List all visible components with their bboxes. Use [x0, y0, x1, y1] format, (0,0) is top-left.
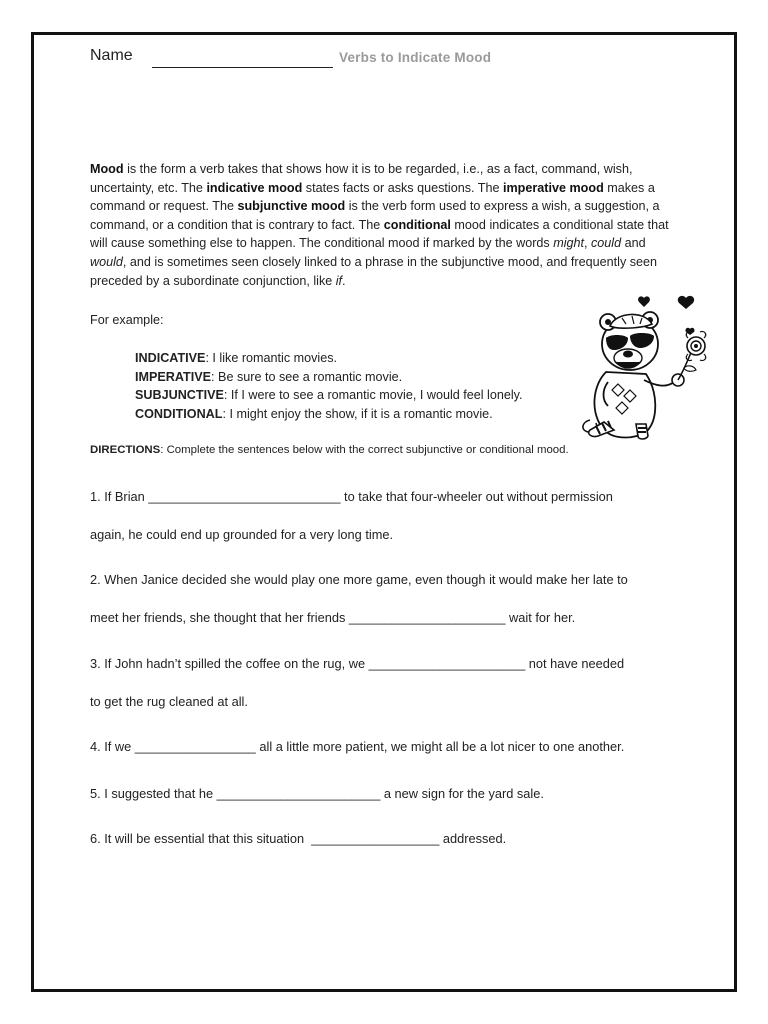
directions-text: : Complete the sentences below with the correct subjunctive or conditional mood. — [160, 444, 569, 456]
intro-text: . — [342, 273, 346, 288]
intro-text: mood indicates a conditional state that will cause something else to happen. The conditional mood if marked by the words — [90, 217, 669, 251]
intro-text: , and is sometimes seen closely linked to a phrase in the subjunctive mood, and frequently seen preceded by a subordinate conjunction, like — [90, 254, 658, 288]
question-2-line-1: 2. When Janice decided she would play one more game, even though it would make her late to — [90, 572, 628, 587]
word-might: might — [553, 236, 584, 251]
term-conditional: conditional — [383, 217, 451, 232]
term-indicative: indicative mood — [206, 180, 303, 195]
for-example-label: For example: — [90, 313, 164, 327]
directions — [90, 444, 569, 456]
worksheet-title: Verbs to Indicate Mood — [339, 50, 492, 65]
question-2-line-2: meet her friends, she thought that her friends ______________________ wait for her. — [90, 610, 576, 625]
example-label: SUBJUNCTIVE — [135, 388, 224, 403]
question-5: 5. I suggested that he _______________________ a new sign for the yard sale. — [90, 786, 544, 801]
heart-icon — [638, 296, 650, 307]
bear-with-flower-illustration — [578, 292, 730, 442]
question-3-line-1: 3. If John hadn’t spilled the coffee on the rug, we ______________________ not have needed — [90, 656, 625, 671]
term-mood: Mood — [90, 162, 124, 176]
example-text: : Be sure to see a romantic movie. — [211, 369, 403, 384]
example-text: : I like romantic movies. — [205, 351, 338, 365]
intro-paragraph — [90, 160, 675, 290]
question-6: 6. It will be essential that this situation __________________ addressed. — [90, 831, 507, 846]
example-label: IMPERATIVE — [135, 369, 212, 384]
name-label: Name — [90, 47, 133, 64]
intro-text: , — [584, 236, 591, 251]
directions-label: DIRECTIONS — [90, 444, 161, 456]
term-subjunctive: subjunctive mood — [237, 199, 346, 214]
intro-text: is the form a verb takes that shows how it is to be regarded, i.e., as a fact, command, wish, uncertainty, etc. The — [90, 162, 633, 195]
name-blank-line — [152, 67, 333, 68]
example-text: : I might enjoy the show, if it is a romantic movie. — [222, 406, 493, 421]
term-imperative: imperative mood — [502, 180, 604, 195]
question-4: 4. If we _________________ all a little more patient, we might all be a lot nicer to one another. — [90, 739, 625, 754]
example-text: : If I were to see a romantic movie, I would feel lonely. — [223, 388, 523, 403]
intro-text: and — [621, 236, 646, 251]
intro-text: makes a command or request. The — [90, 180, 655, 214]
example-label: INDICATIVE — [135, 351, 206, 365]
example-label: CONDITIONAL — [135, 406, 223, 421]
intro-text: is the verb form used to express a wish, a suggestion, a command, or a condition that is contrary to fact. The — [90, 199, 660, 232]
examples-list — [135, 349, 523, 423]
question-1-line-2: again, he could end up grounded for a very long time. — [90, 527, 394, 542]
word-would: would — [90, 254, 123, 269]
intro-text: states facts or asks questions. The — [302, 180, 503, 195]
question-3-line-2: to get the rug cleaned at all. — [90, 694, 248, 709]
example-conditional — [135, 405, 523, 424]
example-imperative — [135, 368, 523, 387]
question-1-line-1: 1. If Brian ___________________________ to take that four-wheeler out without permission — [90, 489, 613, 504]
word-could: could — [591, 236, 622, 251]
heart-icon — [678, 296, 694, 309]
word-if: if — [335, 273, 343, 288]
example-subjunctive — [135, 386, 523, 405]
example-indicative — [135, 349, 523, 368]
